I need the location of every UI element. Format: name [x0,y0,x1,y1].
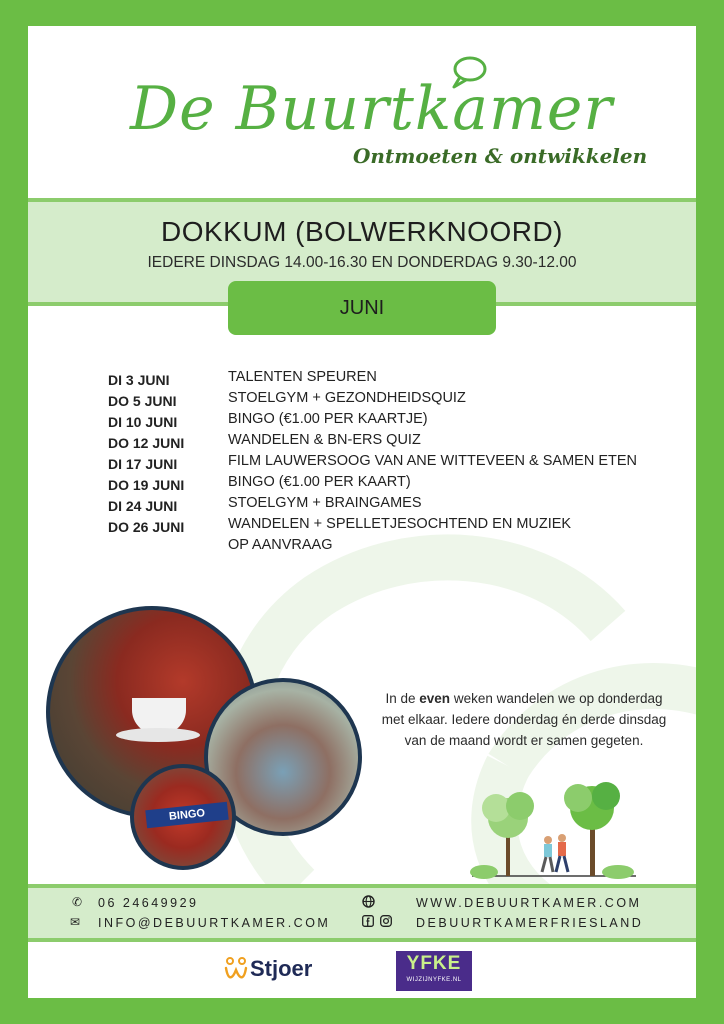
logo-subtitle: Ontmoeten & ontwikkelen [353,144,648,168]
schedule-date: DI 3 JUNI [108,372,170,388]
email-icon: ✉ [70,915,81,929]
info-bold: even [419,691,451,706]
schedule-row [108,516,688,537]
schedule-date: DO 12 JUNI [108,435,185,451]
opening-hours: IEDERE DINSDAG 14.00-16.30 EN DONDERDAG 9.30-12.00 [147,254,577,271]
schedule-row [108,453,688,474]
schedule-row [108,432,688,453]
yfke-url: WIJZIJNYFKE.NL [406,977,462,983]
yfke-logo-text: YFKE [406,953,462,974]
schedule-activity: STOELGYM + GEZONDHEIDSQUIZ [228,390,466,406]
bingo-label: BINGO [145,802,228,828]
schedule-row [108,369,688,390]
logo-title: De Buurtkamer [130,74,614,144]
stjoer-logo-icon [224,956,248,982]
email-address[interactable]: INFO@DEBUURTKAMER.COM [98,916,331,930]
instagram-icon [380,915,392,927]
phone-icon: ✆ [72,895,83,909]
schedule-date: DO 19 JUNI [108,477,185,493]
logo [28,26,696,198]
schedule-row [108,390,688,411]
website-link[interactable]: WWW.DEBUURTKAMER.COM [416,896,642,910]
location-title: DOKKUM (BOLWERKNOORD) [161,216,563,247]
photo-bingo-game [130,764,236,870]
info-text [374,688,674,751]
info-part1: In de [385,691,420,706]
schedule-activity: TALENTEN SPEUREN [228,369,377,385]
stjoer-logo-text: Stjoer [250,956,313,981]
globe-icon [362,895,375,908]
schedule-row [108,537,688,558]
phone-number: 06 24649929 [98,896,199,910]
schedule-date: DO 5 JUNI [108,393,177,409]
schedule-activity: WANDELEN + SPELLETJESOCHTEND EN MUZIEK [228,516,572,532]
schedule-date: DI 24 JUNI [108,498,178,514]
schedule-date: DI 17 JUNI [108,456,178,472]
schedule-row [108,474,688,495]
facebook-icon [362,915,374,927]
schedule-activity: FILM LAUWERSOOG VAN ANE WITTEVEEN & SAMEN ETEN [228,453,638,469]
schedule-activity: OP AANVRAAG [228,537,333,553]
schedule-activity: BINGO (€1.00 PER KAARTJE) [228,411,428,427]
schedule-list [108,369,688,558]
contact-band [28,884,696,942]
walking-trees-illustration [468,778,640,882]
schedule-activity: STOELGYM + BRAINGAMES [228,495,422,511]
schedule-activity: WANDELEN & BN-ERS QUIZ [228,432,421,448]
schedule-date: DO 26 JUNI [108,519,185,535]
schedule-activity: BINGO (€1.00 PER KAART) [228,474,411,490]
schedule-date: DI 10 JUNI [108,414,178,430]
flyer [28,26,696,998]
social-handle[interactable]: DEBUURTKAMERFRIESLAND [416,916,644,930]
yfke-logo [396,951,472,991]
sponsor-logos [28,942,696,998]
saucer-shape [116,728,200,742]
schedule-row [108,411,688,432]
info-part2: weken wandelen we op donderdag met elkaar. Iedere donderdag én derde dinsdag van de maand wordt er samen gegeten. [381,691,667,748]
schedule-row [108,495,688,516]
month-label: JUNI [228,281,496,335]
